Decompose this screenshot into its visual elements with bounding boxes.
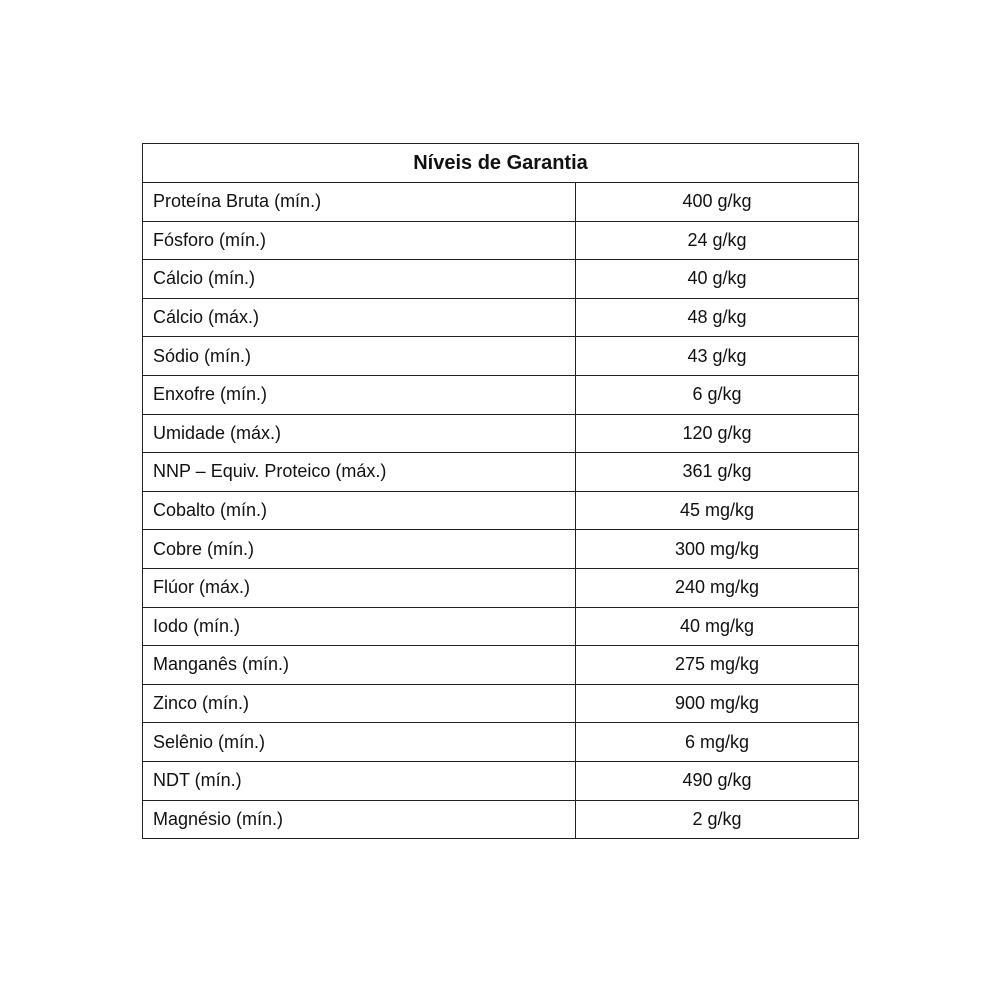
nutrient-value-cell: 400 g/kg bbox=[576, 183, 859, 222]
nutrient-value-cell: 6 g/kg bbox=[576, 375, 859, 414]
table-row bbox=[143, 607, 859, 646]
nutrient-name-cell: Cálcio (mín.) bbox=[143, 260, 576, 299]
table-row bbox=[143, 414, 859, 453]
nutrient-value-cell: 900 mg/kg bbox=[576, 684, 859, 723]
nutrient-name-cell: Zinco (mín.) bbox=[143, 684, 576, 723]
table-row bbox=[143, 530, 859, 569]
table-row bbox=[143, 646, 859, 685]
guarantee-levels-table-wrapper bbox=[142, 143, 858, 839]
table-row bbox=[143, 183, 859, 222]
table-row bbox=[143, 337, 859, 376]
nutrient-name-cell: Umidade (máx.) bbox=[143, 414, 576, 453]
table-row bbox=[143, 684, 859, 723]
table-row bbox=[143, 298, 859, 337]
nutrient-value-cell: 48 g/kg bbox=[576, 298, 859, 337]
nutrient-name-cell: NNP – Equiv. Proteico (máx.) bbox=[143, 453, 576, 492]
nutrient-name-cell: Iodo (mín.) bbox=[143, 607, 576, 646]
nutrient-value-cell: 24 g/kg bbox=[576, 221, 859, 260]
nutrient-value-cell: 43 g/kg bbox=[576, 337, 859, 376]
guarantee-levels-table bbox=[142, 143, 859, 839]
nutrient-name-cell: Cobre (mín.) bbox=[143, 530, 576, 569]
table-row bbox=[143, 260, 859, 299]
table-header-row bbox=[143, 144, 859, 183]
table-row bbox=[143, 761, 859, 800]
table-row bbox=[143, 491, 859, 530]
nutrient-value-cell: 240 mg/kg bbox=[576, 568, 859, 607]
nutrient-name-cell: Cálcio (máx.) bbox=[143, 298, 576, 337]
table-row bbox=[143, 800, 859, 839]
nutrient-name-cell: Selênio (mín.) bbox=[143, 723, 576, 762]
nutrient-name-cell: Flúor (máx.) bbox=[143, 568, 576, 607]
nutrient-name-cell: Proteína Bruta (mín.) bbox=[143, 183, 576, 222]
nutrient-value-cell: 275 mg/kg bbox=[576, 646, 859, 685]
nutrient-value-cell: 490 g/kg bbox=[576, 761, 859, 800]
table-row bbox=[143, 453, 859, 492]
table-row bbox=[143, 723, 859, 762]
nutrient-name-cell: Sódio (mín.) bbox=[143, 337, 576, 376]
nutrient-name-cell: Cobalto (mín.) bbox=[143, 491, 576, 530]
nutrient-value-cell: 40 g/kg bbox=[576, 260, 859, 299]
nutrient-name-cell: Enxofre (mín.) bbox=[143, 375, 576, 414]
table-title: Níveis de Garantia bbox=[143, 144, 859, 183]
nutrient-value-cell: 120 g/kg bbox=[576, 414, 859, 453]
nutrient-value-cell: 6 mg/kg bbox=[576, 723, 859, 762]
nutrient-name-cell: Magnésio (mín.) bbox=[143, 800, 576, 839]
nutrient-name-cell: Manganês (mín.) bbox=[143, 646, 576, 685]
nutrient-name-cell: NDT (mín.) bbox=[143, 761, 576, 800]
nutrient-value-cell: 361 g/kg bbox=[576, 453, 859, 492]
nutrient-name-cell: Fósforo (mín.) bbox=[143, 221, 576, 260]
table-body bbox=[143, 183, 859, 839]
table-row bbox=[143, 375, 859, 414]
nutrient-value-cell: 45 mg/kg bbox=[576, 491, 859, 530]
nutrient-value-cell: 40 mg/kg bbox=[576, 607, 859, 646]
table-row bbox=[143, 568, 859, 607]
nutrient-value-cell: 2 g/kg bbox=[576, 800, 859, 839]
table-row bbox=[143, 221, 859, 260]
nutrient-value-cell: 300 mg/kg bbox=[576, 530, 859, 569]
